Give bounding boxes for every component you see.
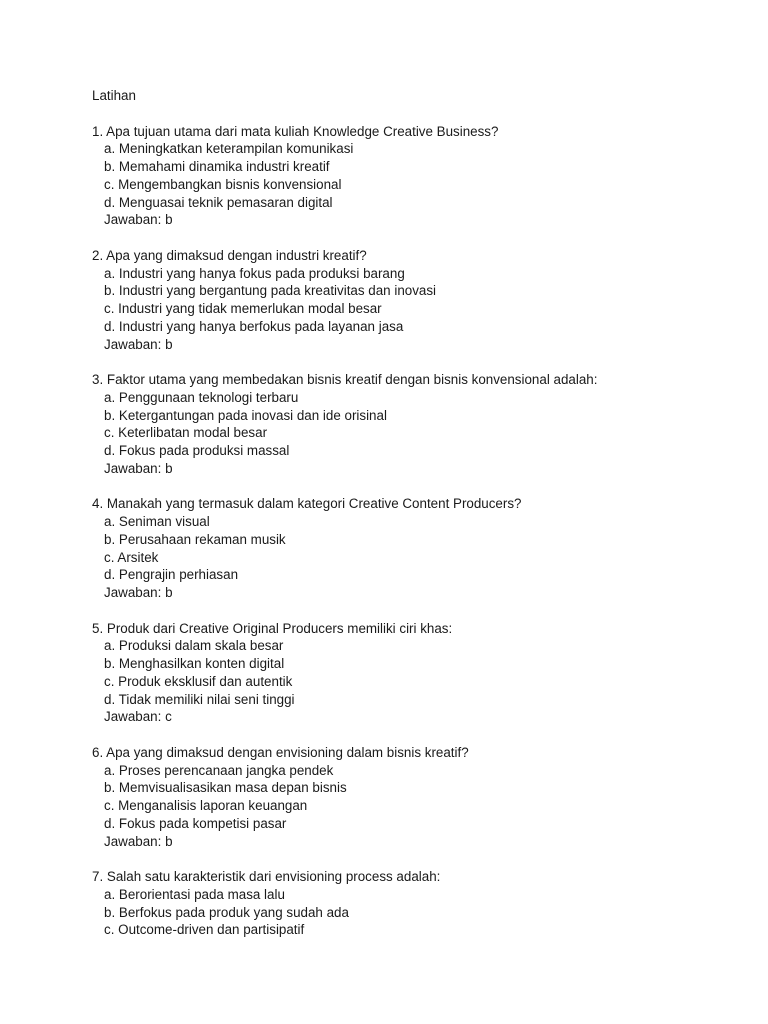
answer-option — [92, 318, 732, 336]
question-text — [92, 247, 732, 265]
option-text: Meningkatkan keterampilan komunikasi — [118, 141, 354, 157]
option-letter: b. — [104, 531, 116, 547]
option-letter: c. — [104, 301, 115, 316]
answer-option — [92, 762, 732, 780]
question-prompt: Apa yang dimaksud dengan envisioning dalam bisnis kreatif? — [106, 744, 469, 760]
answer-value: b — [165, 585, 173, 600]
question-block — [92, 123, 732, 230]
answer-value: b — [165, 212, 173, 228]
answer-option — [92, 691, 732, 709]
option-letter: d. — [104, 815, 116, 831]
option-letter: a. — [104, 638, 116, 654]
answer-option — [92, 549, 732, 567]
answer-value: b — [165, 460, 173, 476]
answer-option — [92, 176, 732, 194]
answer-option — [92, 282, 732, 300]
question-text — [92, 123, 732, 141]
option-letter: b. — [104, 159, 116, 174]
answer-option — [92, 424, 732, 442]
answer-key — [92, 708, 732, 726]
option-letter: d. — [104, 691, 116, 707]
question-prompt: Salah satu karakteristik dari envisioning process adalah: — [106, 869, 441, 884]
answer-option — [92, 194, 732, 212]
question-number: 1. — [92, 123, 104, 139]
answer-label: Jawaban: — [104, 709, 162, 725]
answer-value: c — [165, 709, 172, 725]
question-text — [92, 620, 732, 638]
option-letter: b. — [104, 780, 116, 796]
question-number: 7. — [92, 869, 104, 884]
option-text: Mengembangkan bisnis konvensional — [118, 176, 342, 192]
option-text: Industri yang hanya fokus pada produksi barang — [118, 265, 405, 281]
option-letter: b. — [104, 283, 116, 299]
option-letter: b. — [104, 407, 116, 423]
option-text: Berfokus pada produk yang sudah ada — [118, 904, 349, 920]
answer-value: b — [165, 833, 173, 849]
option-letter: c. — [104, 176, 115, 192]
option-letter: a. — [104, 141, 116, 157]
option-text: Industri yang tidak memerlukan modal besar — [118, 301, 382, 316]
question-number: 5. — [92, 620, 104, 636]
answer-key — [92, 584, 732, 602]
question-list — [92, 123, 732, 940]
answer-option — [92, 779, 732, 797]
option-letter: d. — [104, 443, 116, 458]
option-letter: c. — [104, 798, 115, 813]
answer-option — [92, 389, 732, 407]
question-number: 3. — [92, 372, 104, 387]
question-block — [92, 620, 732, 727]
option-text: Pengrajin perhiasan — [118, 567, 239, 583]
answer-option — [92, 673, 732, 691]
option-text: Tidak memiliki nilai seni tinggi — [118, 691, 295, 707]
answer-option — [92, 300, 732, 318]
answer-option — [92, 566, 732, 584]
option-text: Ketergantungan pada inovasi dan ide orisinal — [118, 407, 387, 423]
answer-label: Jawaban: — [104, 585, 162, 600]
option-text: Berorientasi pada masa lalu — [118, 886, 285, 902]
question-prompt: Produk dari Creative Original Producers memiliki ciri khas: — [106, 620, 453, 636]
answer-key — [92, 833, 732, 851]
option-text: Arsitek — [117, 549, 159, 565]
answer-label: Jawaban: — [104, 336, 162, 352]
question-prompt: Apa yang dimaksud dengan industri kreatif? — [106, 247, 367, 263]
option-letter: a. — [104, 265, 116, 281]
option-text: Industri yang hanya berfokus pada layanan jasa — [118, 318, 404, 334]
question-text — [92, 371, 732, 389]
answer-option — [92, 637, 732, 655]
question-text — [92, 868, 732, 886]
option-text: Menganalisis laporan keuangan — [118, 798, 308, 813]
answer-option — [92, 265, 732, 283]
option-letter: d. — [104, 567, 116, 583]
option-text: Menguasai teknik pemasaran digital — [118, 194, 333, 210]
question-block — [92, 371, 732, 478]
option-text: Produk eksklusif dan autentik — [118, 673, 293, 689]
option-letter: c. — [104, 425, 115, 441]
option-text: Produksi dalam skala besar — [118, 638, 284, 654]
question-text — [92, 744, 732, 762]
option-text: Industri yang bergantung pada kreativitas dan inovasi — [118, 283, 437, 299]
option-letter: d. — [104, 318, 116, 334]
question-number: 6. — [92, 744, 104, 760]
answer-option — [92, 815, 732, 833]
option-text: Fokus pada produksi massal — [118, 443, 290, 458]
question-text — [92, 495, 732, 513]
question-block — [92, 247, 732, 354]
option-text: Memahami dinamika industri kreatif — [118, 159, 330, 174]
option-text: Seniman visual — [118, 514, 210, 529]
answer-option — [92, 904, 732, 922]
answer-key — [92, 460, 732, 478]
answer-option — [92, 921, 732, 939]
option-text: Outcome-driven dan partisipatif — [118, 922, 305, 938]
option-letter: c. — [104, 549, 115, 565]
answer-option — [92, 886, 732, 904]
option-text: Penggunaan teknologi terbaru — [118, 389, 299, 405]
question-block — [92, 495, 732, 602]
option-letter: a. — [104, 389, 116, 405]
answer-option — [92, 407, 732, 425]
option-letter: d. — [104, 194, 116, 210]
option-letter: a. — [104, 886, 116, 902]
answer-key — [92, 211, 732, 229]
option-letter: c. — [104, 922, 115, 938]
option-text: Keterlibatan modal besar — [118, 425, 268, 441]
option-text: Proses perencanaan jangka pendek — [118, 762, 334, 778]
answer-option — [92, 442, 732, 460]
option-letter: c. — [104, 673, 115, 689]
question-prompt: Manakah yang termasuk dalam kategori Creative Content Producers? — [106, 496, 522, 512]
option-letter: b. — [104, 656, 116, 671]
answer-option — [92, 513, 732, 531]
option-text: Memvisualisasikan masa depan bisnis — [118, 780, 347, 796]
option-text: Menghasilkan konten digital — [118, 656, 285, 671]
question-block — [92, 744, 732, 851]
option-letter: b. — [104, 904, 116, 920]
option-letter: a. — [104, 514, 116, 529]
question-prompt: Apa tujuan utama dari mata kuliah Knowledge Creative Business? — [106, 123, 499, 139]
answer-option — [92, 531, 732, 549]
answer-label: Jawaban: — [104, 833, 162, 849]
answer-option — [92, 797, 732, 815]
answer-value: b — [165, 336, 173, 352]
answer-option — [92, 140, 732, 158]
option-letter: a. — [104, 762, 116, 778]
answer-key — [92, 336, 732, 354]
answer-label: Jawaban: — [104, 460, 162, 476]
answer-option — [92, 655, 732, 673]
question-prompt: Faktor utama yang membedakan bisnis kreatif dengan bisnis konvensional adalah: — [106, 372, 598, 387]
document-title: Latihan — [92, 88, 136, 103]
answer-label: Jawaban: — [104, 212, 162, 228]
option-text: Fokus pada kompetisi pasar — [118, 815, 287, 831]
question-block — [92, 868, 732, 939]
answer-option — [92, 158, 732, 176]
question-number: 2. — [92, 247, 104, 263]
question-number: 4. — [92, 496, 104, 512]
option-text: Perusahaan rekaman musik — [118, 531, 286, 547]
document-page — [92, 87, 732, 939]
